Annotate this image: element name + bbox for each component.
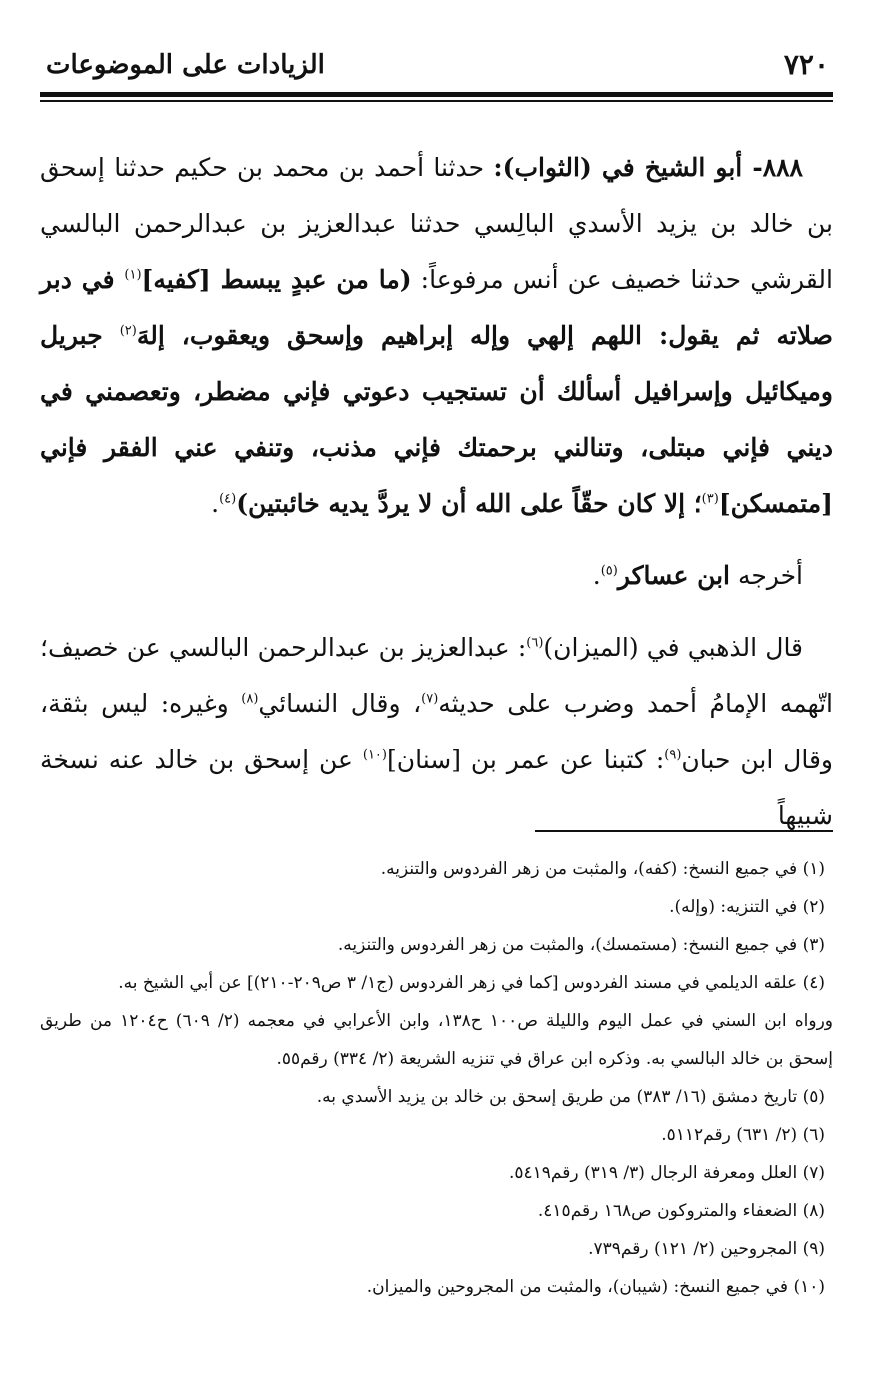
matn-end: .	[211, 489, 220, 518]
footnote-ref-1[interactable]: (١)	[124, 267, 142, 283]
takhrij-source: ابن عساكر	[617, 561, 730, 590]
footnotes-section	[40, 850, 833, 1306]
footnote-ref-7[interactable]: (٧)	[421, 691, 439, 707]
running-title: الزيادات على الموضوعات	[46, 50, 325, 80]
footnote-ref-5[interactable]: (٥)	[600, 563, 618, 579]
footnote-4: (٤) علقه الديلمي في مسند الفردوس [كما في زهر الفردوس (ج١/ ٣ ص٢٠٩-٢١٠)] عن أبي الشيخ به.	[118, 973, 825, 993]
dhahabi-part-4: وغيره: ليس بثقة، وقال ابن حبان	[40, 689, 833, 774]
dhahabi-part-5: : كتبنا عن عمر بن [سنان]	[386, 745, 665, 774]
matn-part-1: (ما من عبدٍ يبسط [كفيه]	[141, 265, 412, 294]
footnote-2: (٢) في التنزيه: (وإله).	[669, 897, 825, 917]
footnote-separator	[535, 830, 833, 832]
footnote-ref-10[interactable]: (١٠)	[362, 747, 387, 763]
dhahabi-part-3: ، وقال النسائي	[258, 689, 422, 718]
footnote-3: (٣) في جميع النسخ: (مستمسك)، والمثبت من زهر الفردوس والتنزيه.	[337, 935, 825, 955]
takhrij-paragraph	[40, 548, 833, 604]
dhahabi-part-1: قال الذهبي في (الميزان)	[543, 633, 804, 662]
hadith-entry	[40, 140, 833, 532]
footnote-ref-8[interactable]: (٨)	[241, 691, 259, 707]
footnote-6: (٦) (٢/ ٦٣١) رقم٥١١٢.	[661, 1125, 825, 1145]
footnote-ref-4[interactable]: (٤)	[219, 491, 237, 507]
matn-part-3: جبريل وميكائيل وإسرافيل أسألك أن تستجيب دعوتي فإني مضطر، وتعصمني في ديني فإني مبتلى، وتنالني برحمتك فإني مذنب، وتنفي عني الفقر فإني [متمسكن]	[40, 321, 833, 518]
page-header	[40, 42, 833, 82]
entry-number-and-source: ٨٨٨- أبو الشيخ في (الثواب):	[493, 153, 803, 182]
footnote-1: (١) في جميع النسخ: (كفه)، والمثبت من زهر الفردوس والتنزيه.	[380, 859, 825, 879]
footnote-8: (٨) الضعفاء والمتروكون ص١٦٨ رقم٤١٥.	[537, 1201, 825, 1221]
footnote-ref-6[interactable]: (٦)	[526, 635, 544, 651]
takhrij-text: أخرجه	[730, 561, 803, 590]
footnote-5: (٥) تاريخ دمشق (١٦/ ٣٨٣) من طريق إسحق بن خالد بن يزيد الأسدي به.	[316, 1087, 825, 1107]
dhahabi-part-2: : عبدالعزيز بن عبدالرحمن البالسي عن خصيف؛ اتّهمه الإمامُ أحمد وضرب على حديثه	[40, 633, 834, 718]
footnote-4-continuation: ورواه ابن السني في عمل اليوم والليلة ص١٠٠ ح١٣٨، وابن الأعرابي في معجمه (٢/ ٦٠٩) ح١٢٠٤ من طريق إسحق بن خالد البالسي به. وذكره ابن عراق في تنزيه الشريعة (٢/ ٣٣٤) رقم٥٥.	[40, 1011, 833, 1069]
footnote-10: (١٠) في جميع النسخ: (شيبان)، والمثبت من المجروحين والميزان.	[366, 1277, 825, 1297]
dhahabi-part-6: عن إسحق بن خالد عنه نسخة شبيهاً	[40, 745, 833, 830]
dhahabi-paragraph	[40, 620, 833, 844]
header-rule-thick	[40, 92, 833, 97]
isnad-text: حدثنا أحمد بن محمد بن حكيم حدثنا إسحق بن خالد بن يزيد الأسدي البالِسي حدثنا عبدالعزيز بن عبدالرحمن البالسي القرشي حدثنا خصيف عن أنس مرفوعاً:	[40, 153, 833, 294]
footnote-7: (٧) العلل ومعرفة الرجال (٣/ ٣١٩) رقم٥٤١٩.	[508, 1163, 825, 1183]
footnote-ref-2[interactable]: (٢)	[119, 323, 137, 339]
matn-part-2: في دبر صلاته ثم يقول: اللهم إلهي وإله إبراهيم وإسحق ويعقوب، إلهَ	[40, 265, 833, 350]
footnote-9: (٩) المجروحين (٢/ ١٢١) رقم٧٣٩.	[588, 1239, 825, 1259]
matn-part-4: ؛ إلا كان حقّاً على الله أن لا يردَّ يديه خائبتين)	[236, 489, 702, 518]
header-rule-thin	[40, 100, 833, 102]
footnote-ref-3[interactable]: (٣)	[701, 491, 719, 507]
takhrij-end: .	[592, 561, 601, 590]
page-number: ٧٢٠	[783, 48, 829, 81]
main-text	[40, 140, 833, 844]
footnote-ref-9[interactable]: (٩)	[664, 747, 682, 763]
